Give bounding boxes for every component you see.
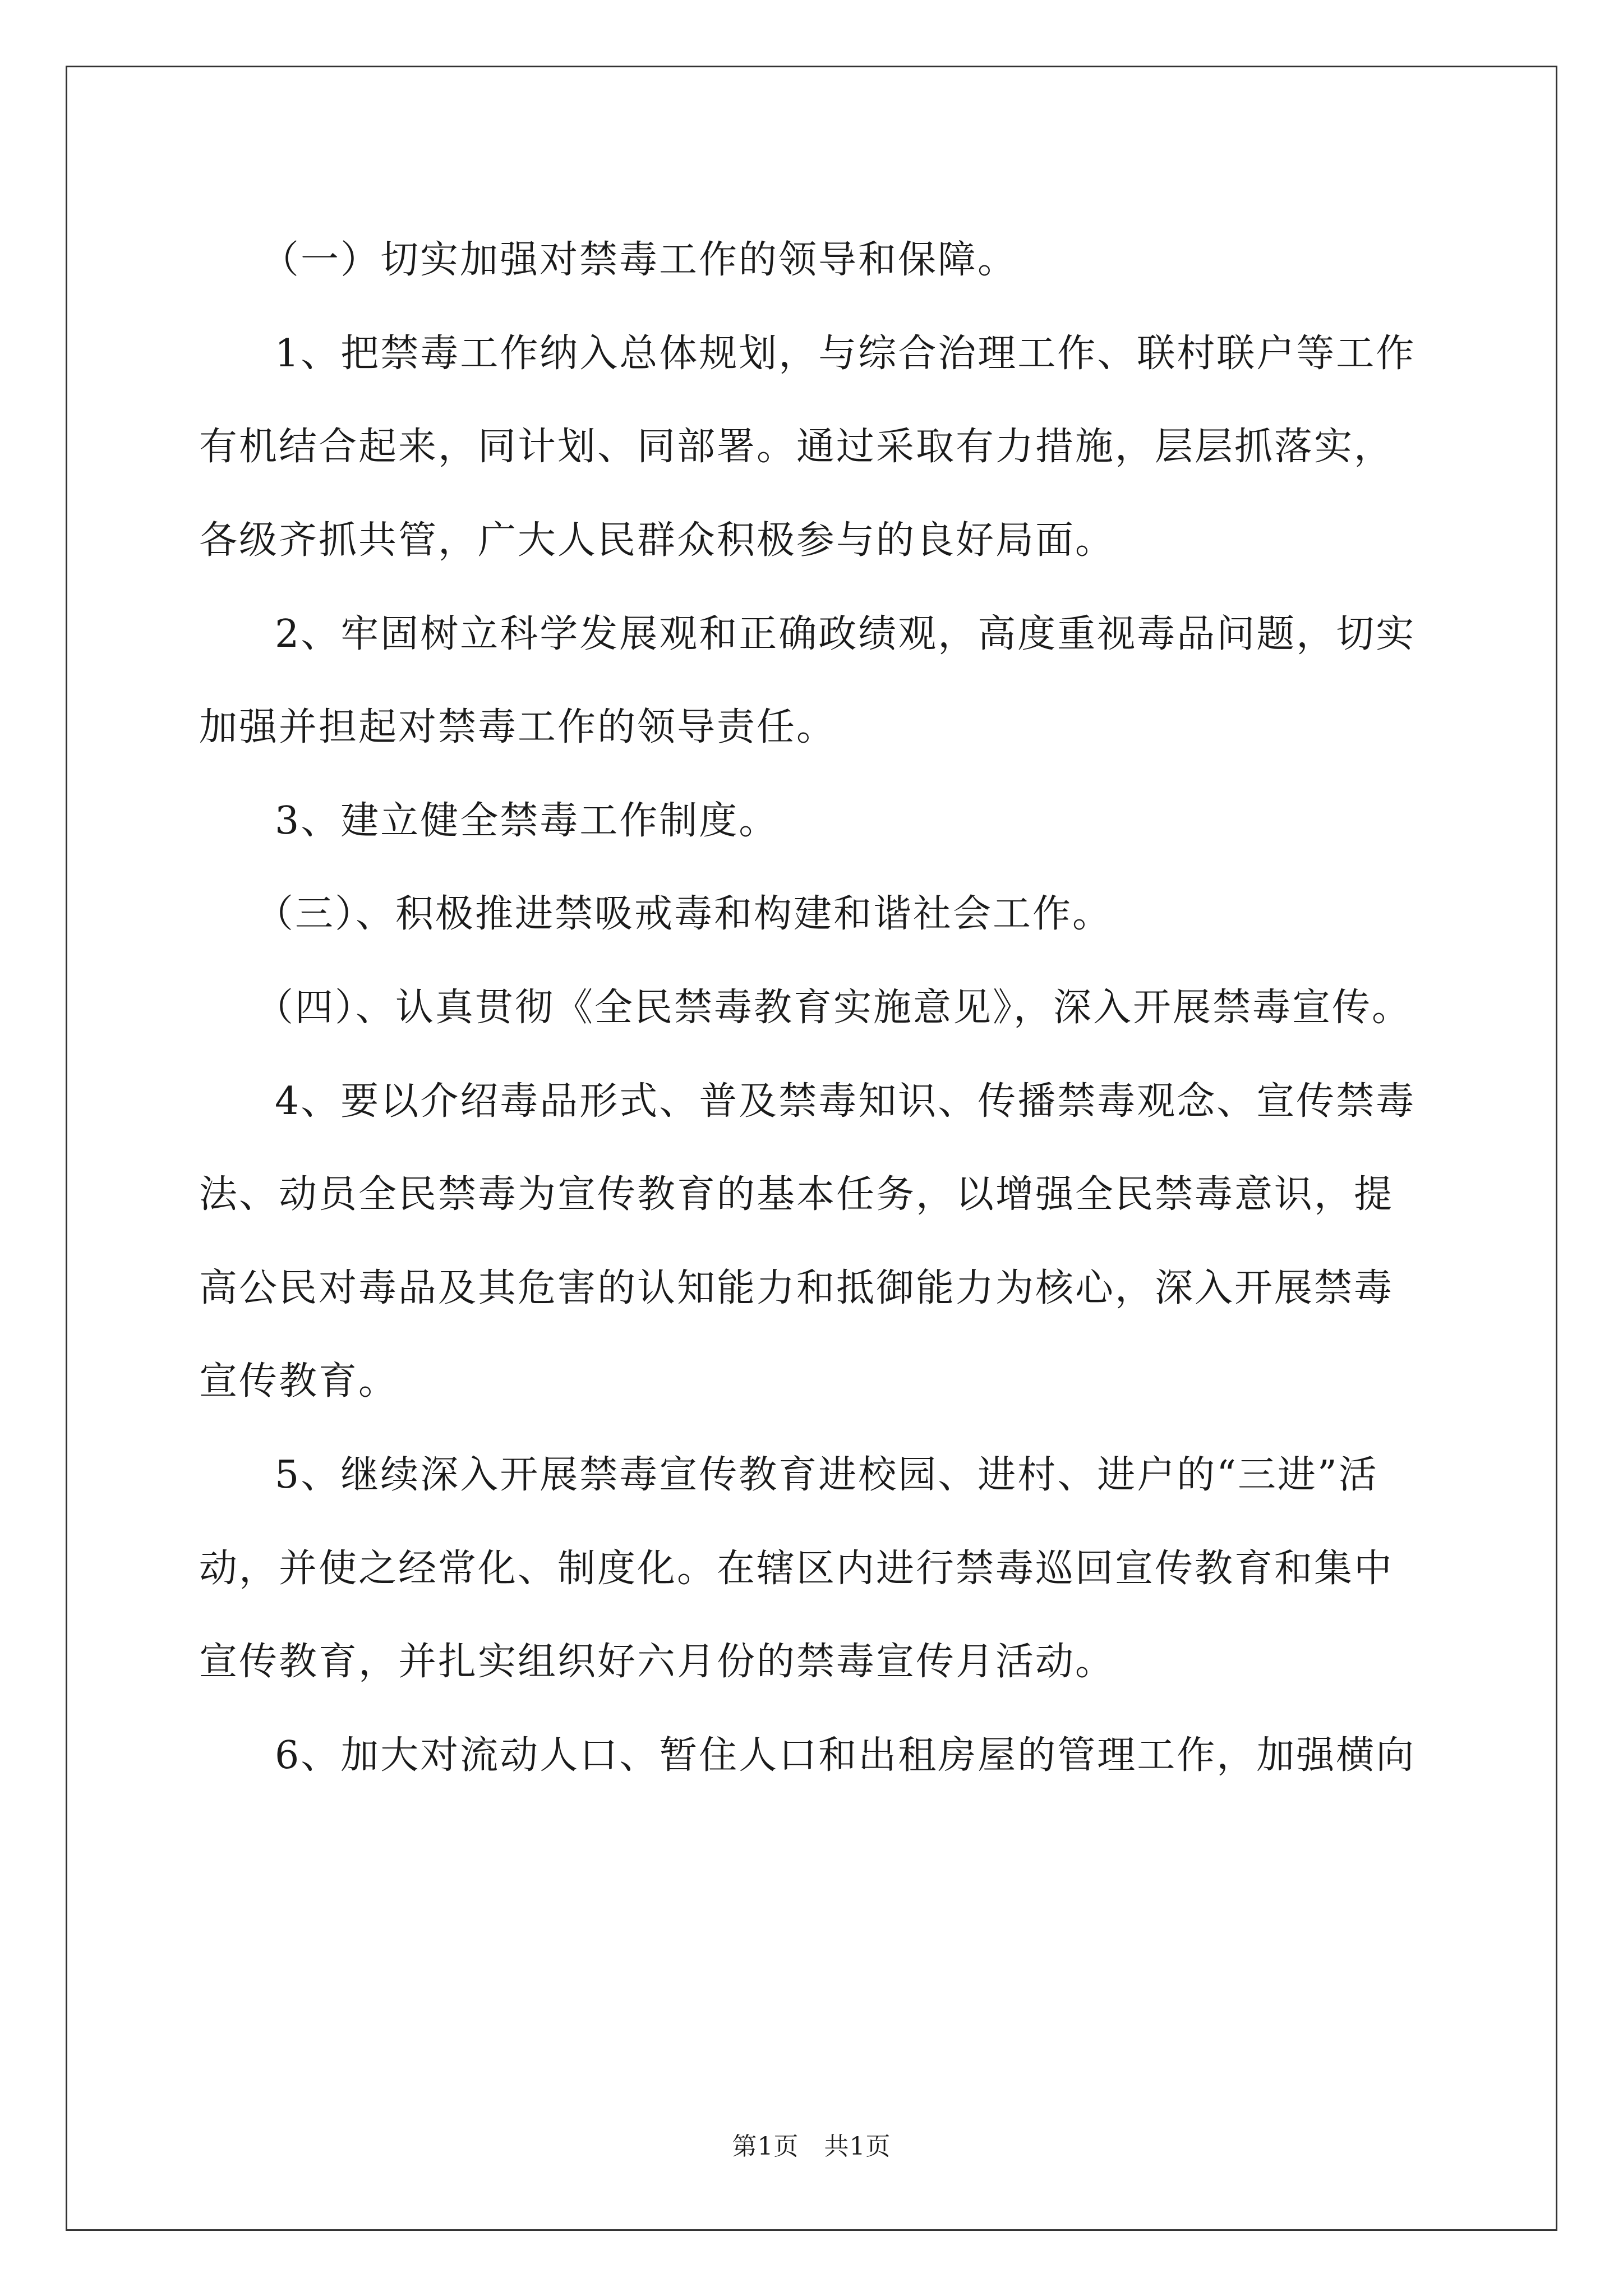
paragraph-5-line-2: 动，并使之经常化、制度化。在辖区内进行禁毒巡回宣传教育和集中 [199,1547,1394,1591]
page-border [66,66,1557,2231]
paragraph-5-line-3: 宣传教育，并扎实组织好六月份的禁毒宣传月活动。 [199,1640,1115,1684]
paragraph-2-line-2: 加强并担起对禁毒工作的领导责任。 [199,705,837,749]
paragraph-3: 3、建立健全禁毒工作制度。 [275,799,779,843]
page-footer: 第1页 共1页 [732,2132,891,2161]
paragraph-1-line-1: 1、把禁毒工作纳入总体规划，与综合治理工作、联村联户等工作 [275,332,1416,376]
paragraph-2-line-1: 2、牢固树立科学发展观和正确政绩观，高度重视毒品问题，切实 [275,612,1416,656]
paragraph-5-line-1: 5、继续深入开展禁毒宣传教育进校园、进村、进户的“三进”活 [275,1453,1378,1497]
paragraph-4-line-4: 宣传教育。 [199,1359,399,1404]
paragraph-4-line-2: 法、动员全民禁毒为宣传教育的基本任务，以增强全民禁毒意识，提 [199,1172,1394,1217]
section-heading-3: （三）、积极推进禁吸戒毒和构建和谐社会工作。 [255,892,1113,936]
paragraph-1-line-2: 有机结合起来，同计划、同部署。通过采取有力措施，层层抓落实， [199,425,1394,469]
section-heading-1: （一）切实加强对禁毒工作的领导和保障。 [261,238,1018,282]
paragraph-1-line-3: 各级齐抓共管，广大人民群众积极参与的良好局面。 [199,518,1115,563]
paragraph-4-line-1: 4、要以介绍毒品形式、普及禁毒知识、传播禁毒观念、宣传禁毒 [275,1079,1416,1124]
paragraph-4-line-3: 高公民对毒品及其危害的认知能力和抵御能力为核心，深入开展禁毒 [199,1266,1394,1310]
paragraph-6-line-1: 6、加大对流动人口、暂住人口和出租房屋的管理工作，加强横向 [275,1733,1416,1778]
section-heading-4: （四）、认真贯彻《全民禁毒教育实施意见》，深入开展禁毒宣传。 [255,986,1412,1030]
